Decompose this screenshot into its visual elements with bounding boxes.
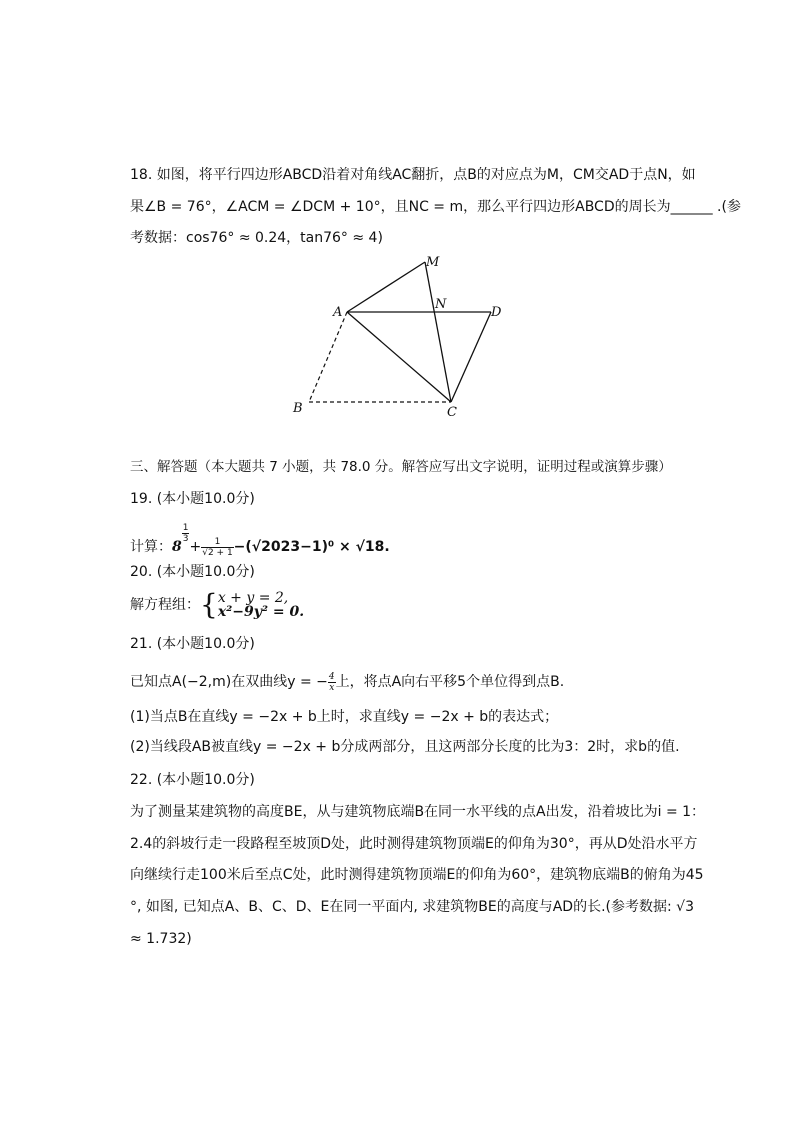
q20-prefix: 解方程组： <box>130 597 200 613</box>
segment-mc <box>425 262 451 402</box>
q19-expression <box>130 523 390 559</box>
segment-dc <box>451 312 491 402</box>
q21-frac-num: 4 <box>328 671 335 682</box>
segment-am <box>347 262 425 312</box>
label-b: B <box>293 401 303 416</box>
label-m: M <box>426 255 440 270</box>
q19-exp-den: 3 <box>182 534 189 544</box>
q19-header: 19. (本小题10.0分) <box>130 491 255 507</box>
label-d: D <box>491 305 502 320</box>
q18-line-1: 18. 如图，将平行四边形ABCD沿着对角线AC翻折，点B的对应点为M，CM交AD于点N，如 <box>130 167 696 183</box>
q21-part-1: (1)当点B在直线y = −2x + b上时，求直线y = −2x + b的表达式； <box>130 709 559 725</box>
q21-fraction <box>328 672 336 693</box>
q19-frac-den: √2 + 1 <box>202 547 233 558</box>
parallelogram-figure <box>285 250 515 420</box>
brace-icon: { <box>200 588 218 621</box>
q18-line-3: 考数据：cos76° ≈ 0.24，tan76° ≈ 4) <box>130 230 383 246</box>
segment-ac <box>347 312 451 402</box>
q21-intro-b: 上，将点A向右平移5个单位得到点B. <box>335 674 565 690</box>
q21-part-2: (2)当线段AB被直线y = −2x + b分成两部分，且这两部分长度的比为3：2时，求b的值. <box>130 739 680 755</box>
q19-prefix: 计算： <box>130 539 172 555</box>
q19-rest: −(√2023−1)⁰ × √18. <box>233 539 390 555</box>
q22-line-1: 为了测量某建筑物的高度BE，从与建筑物底端B在同一水平线的点A出发，沿着坡比为i = 1： <box>130 804 706 820</box>
q22-line-5: ≈ 1.732) <box>130 931 192 947</box>
q20-header: 20. (本小题10.0分) <box>130 564 255 580</box>
label-c: C <box>447 405 457 420</box>
q21-intro <box>130 670 564 694</box>
q21-intro-a: 已知点A(−2,m)在双曲线y = − <box>130 674 328 690</box>
q22-line-2: 2.4的斜坡行走一段路程至坡顶D处，此时测得建筑物顶端E的仰角为30°，再从D处沿水平方 <box>130 836 698 852</box>
label-a: A <box>333 305 343 320</box>
q20-equations <box>218 591 304 619</box>
segment-ab-dashed <box>309 312 347 402</box>
q21-frac-den: x <box>329 682 335 693</box>
q22-line-4: °, 如图, 已知点A、B、C、D、E在同一平面内, 求建筑物BE的高度与AD的长.(参考数据: √3 <box>130 899 694 915</box>
q19-fraction <box>201 537 233 558</box>
q20-system <box>130 590 304 620</box>
q19-frac-num: 1 <box>201 537 233 548</box>
q18-line-2: 果∠B = 76°，∠ACM = ∠DCM + 10°，且NC = m，那么平行四边形ABCD的周长为______ .(参 <box>130 199 741 215</box>
section-title: 三、解答题（本大题共 7 小题，共 78.0 分。解答应写出文字说明，证明过程或演算步骤） <box>130 459 672 475</box>
q20-eq1: x + y = 2, <box>217 590 289 606</box>
q19-exp-num: 1 <box>182 523 189 533</box>
q22-line-3: 向继续行走100米后至点C处，此时测得建筑物顶端E的仰角为60°，建筑物底端B的俯角为45 <box>130 867 704 883</box>
q21-header: 21. (本小题10.0分) <box>130 636 255 652</box>
q22-header: 22. (本小题10.0分) <box>130 772 255 788</box>
q19-plus: + <box>189 539 202 555</box>
q19-base: 8 <box>172 539 182 555</box>
label-n: N <box>435 297 447 312</box>
q20-eq2: x²−9y² = 0. <box>217 604 305 620</box>
